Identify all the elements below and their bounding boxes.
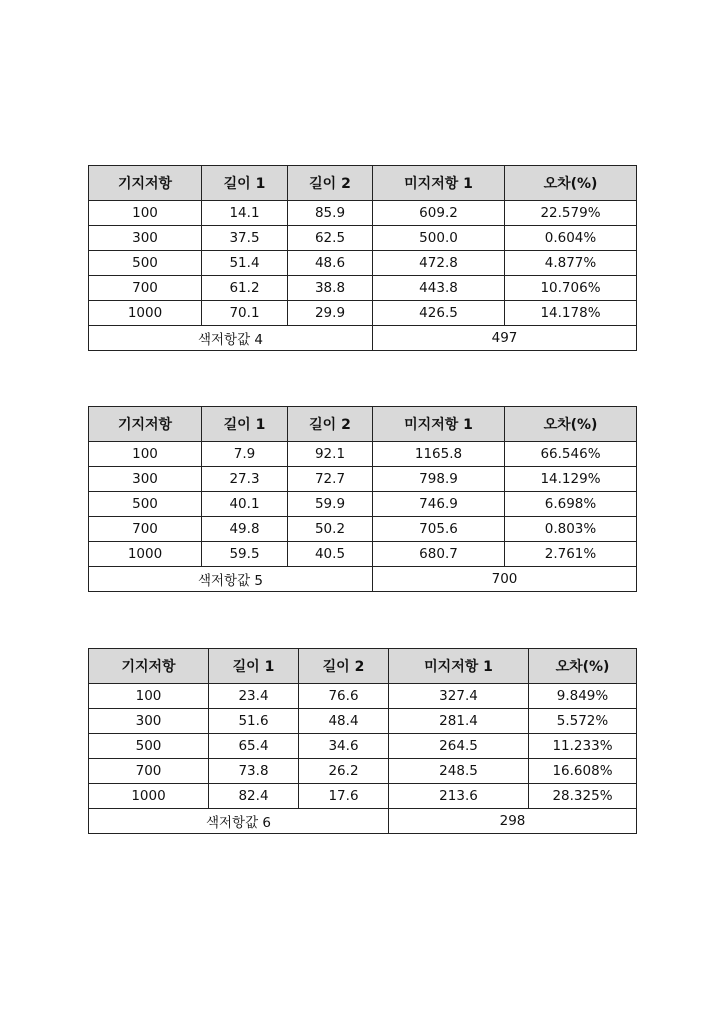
cell-error-percent: 5.572% — [529, 709, 637, 734]
cell-known-resistance: 500 — [89, 734, 209, 759]
cell-error-percent: 66.546% — [505, 442, 637, 467]
table-row — [89, 467, 637, 492]
header-error-percent: 오차(%) — [505, 407, 637, 442]
cell-length-1: 40.1 — [202, 492, 288, 517]
cell-unknown-resistance: 609.2 — [373, 201, 505, 226]
header-unknown-resistance: 미지저항 1 — [373, 166, 505, 201]
table-row — [89, 226, 637, 251]
cell-unknown-resistance: 327.4 — [389, 684, 529, 709]
cell-length-1: 65.4 — [209, 734, 299, 759]
cell-known-resistance: 1000 — [89, 301, 202, 326]
cell-error-percent: 11.233% — [529, 734, 637, 759]
cell-unknown-resistance: 1165.8 — [373, 442, 505, 467]
cell-error-percent: 0.803% — [505, 517, 637, 542]
table-header-row — [89, 407, 637, 442]
cell-length-2: 76.6 — [299, 684, 389, 709]
header-known-resistance: 기지저항 — [89, 166, 202, 201]
header-unknown-resistance: 미지저항 1 — [389, 649, 529, 684]
cell-length-1: 51.4 — [202, 251, 288, 276]
table-row — [89, 276, 637, 301]
cell-error-percent: 4.877% — [505, 251, 637, 276]
cell-error-percent: 9.849% — [529, 684, 637, 709]
cell-length-2: 29.9 — [288, 301, 373, 326]
cell-length-1: 59.5 — [202, 542, 288, 567]
cell-error-percent: 28.325% — [529, 784, 637, 809]
table-row — [89, 442, 637, 467]
header-length-2: 길이 2 — [288, 166, 373, 201]
resistance-table-1 — [88, 165, 637, 351]
cell-error-percent: 6.698% — [505, 492, 637, 517]
cell-unknown-resistance: 248.5 — [389, 759, 529, 784]
cell-unknown-resistance: 443.8 — [373, 276, 505, 301]
cell-error-percent: 0.604% — [505, 226, 637, 251]
footer-label: 색저항값 6 — [89, 809, 389, 834]
footer-value: 700 — [373, 567, 637, 592]
cell-known-resistance: 700 — [89, 276, 202, 301]
cell-error-percent: 2.761% — [505, 542, 637, 567]
cell-length-1: 73.8 — [209, 759, 299, 784]
cell-unknown-resistance: 798.9 — [373, 467, 505, 492]
cell-known-resistance: 700 — [89, 759, 209, 784]
cell-error-percent: 14.178% — [505, 301, 637, 326]
footer-value: 497 — [373, 326, 637, 351]
cell-length-2: 59.9 — [288, 492, 373, 517]
cell-length-2: 62.5 — [288, 226, 373, 251]
cell-length-2: 50.2 — [288, 517, 373, 542]
table-header-row — [89, 166, 637, 201]
header-length-1: 길이 1 — [202, 166, 288, 201]
cell-known-resistance: 100 — [89, 201, 202, 226]
cell-error-percent: 10.706% — [505, 276, 637, 301]
cell-unknown-resistance: 264.5 — [389, 734, 529, 759]
cell-known-resistance: 300 — [89, 709, 209, 734]
cell-length-1: 70.1 — [202, 301, 288, 326]
table-row — [89, 709, 637, 734]
table-row — [89, 759, 637, 784]
table-footer-row — [89, 567, 637, 592]
cell-unknown-resistance: 500.0 — [373, 226, 505, 251]
cell-length-1: 82.4 — [209, 784, 299, 809]
cell-length-1: 27.3 — [202, 467, 288, 492]
cell-length-1: 14.1 — [202, 201, 288, 226]
cell-length-2: 34.6 — [299, 734, 389, 759]
header-error-percent: 오차(%) — [529, 649, 637, 684]
header-length-1: 길이 1 — [209, 649, 299, 684]
cell-error-percent: 14.129% — [505, 467, 637, 492]
cell-unknown-resistance: 680.7 — [373, 542, 505, 567]
cell-length-2: 48.6 — [288, 251, 373, 276]
table-row — [89, 492, 637, 517]
cell-unknown-resistance: 281.4 — [389, 709, 529, 734]
cell-known-resistance: 500 — [89, 251, 202, 276]
cell-unknown-resistance: 426.5 — [373, 301, 505, 326]
cell-length-2: 85.9 — [288, 201, 373, 226]
resistance-table-3 — [88, 648, 637, 834]
table-row — [89, 542, 637, 567]
header-length-2: 길이 2 — [299, 649, 389, 684]
cell-known-resistance: 1000 — [89, 784, 209, 809]
cell-length-2: 26.2 — [299, 759, 389, 784]
table-row — [89, 301, 637, 326]
cell-known-resistance: 300 — [89, 467, 202, 492]
cell-known-resistance: 700 — [89, 517, 202, 542]
header-length-2: 길이 2 — [288, 407, 373, 442]
cell-unknown-resistance: 746.9 — [373, 492, 505, 517]
cell-length-1: 23.4 — [209, 684, 299, 709]
cell-known-resistance: 100 — [89, 442, 202, 467]
table-row — [89, 784, 637, 809]
footer-label: 색저항값 5 — [89, 567, 373, 592]
cell-length-2: 72.7 — [288, 467, 373, 492]
cell-length-1: 61.2 — [202, 276, 288, 301]
cell-known-resistance: 100 — [89, 684, 209, 709]
cell-unknown-resistance: 213.6 — [389, 784, 529, 809]
header-unknown-resistance: 미지저항 1 — [373, 407, 505, 442]
cell-known-resistance: 300 — [89, 226, 202, 251]
cell-length-1: 49.8 — [202, 517, 288, 542]
cell-unknown-resistance: 472.8 — [373, 251, 505, 276]
table-row — [89, 251, 637, 276]
table-row — [89, 201, 637, 226]
header-known-resistance: 기지저항 — [89, 407, 202, 442]
cell-known-resistance: 1000 — [89, 542, 202, 567]
table-footer-row — [89, 809, 637, 834]
cell-length-2: 40.5 — [288, 542, 373, 567]
table-header-row — [89, 649, 637, 684]
footer-value: 298 — [389, 809, 637, 834]
header-error-percent: 오차(%) — [505, 166, 637, 201]
header-known-resistance: 기지저항 — [89, 649, 209, 684]
cell-known-resistance: 500 — [89, 492, 202, 517]
cell-length-1: 7.9 — [202, 442, 288, 467]
cell-unknown-resistance: 705.6 — [373, 517, 505, 542]
cell-length-2: 48.4 — [299, 709, 389, 734]
cell-length-1: 51.6 — [209, 709, 299, 734]
cell-error-percent: 16.608% — [529, 759, 637, 784]
header-length-1: 길이 1 — [202, 407, 288, 442]
cell-length-2: 38.8 — [288, 276, 373, 301]
table-row — [89, 734, 637, 759]
table-footer-row — [89, 326, 637, 351]
table-row — [89, 517, 637, 542]
cell-length-1: 37.5 — [202, 226, 288, 251]
footer-label: 색저항값 4 — [89, 326, 373, 351]
cell-length-2: 17.6 — [299, 784, 389, 809]
cell-error-percent: 22.579% — [505, 201, 637, 226]
resistance-table-2 — [88, 406, 637, 592]
cell-length-2: 92.1 — [288, 442, 373, 467]
table-row — [89, 684, 637, 709]
